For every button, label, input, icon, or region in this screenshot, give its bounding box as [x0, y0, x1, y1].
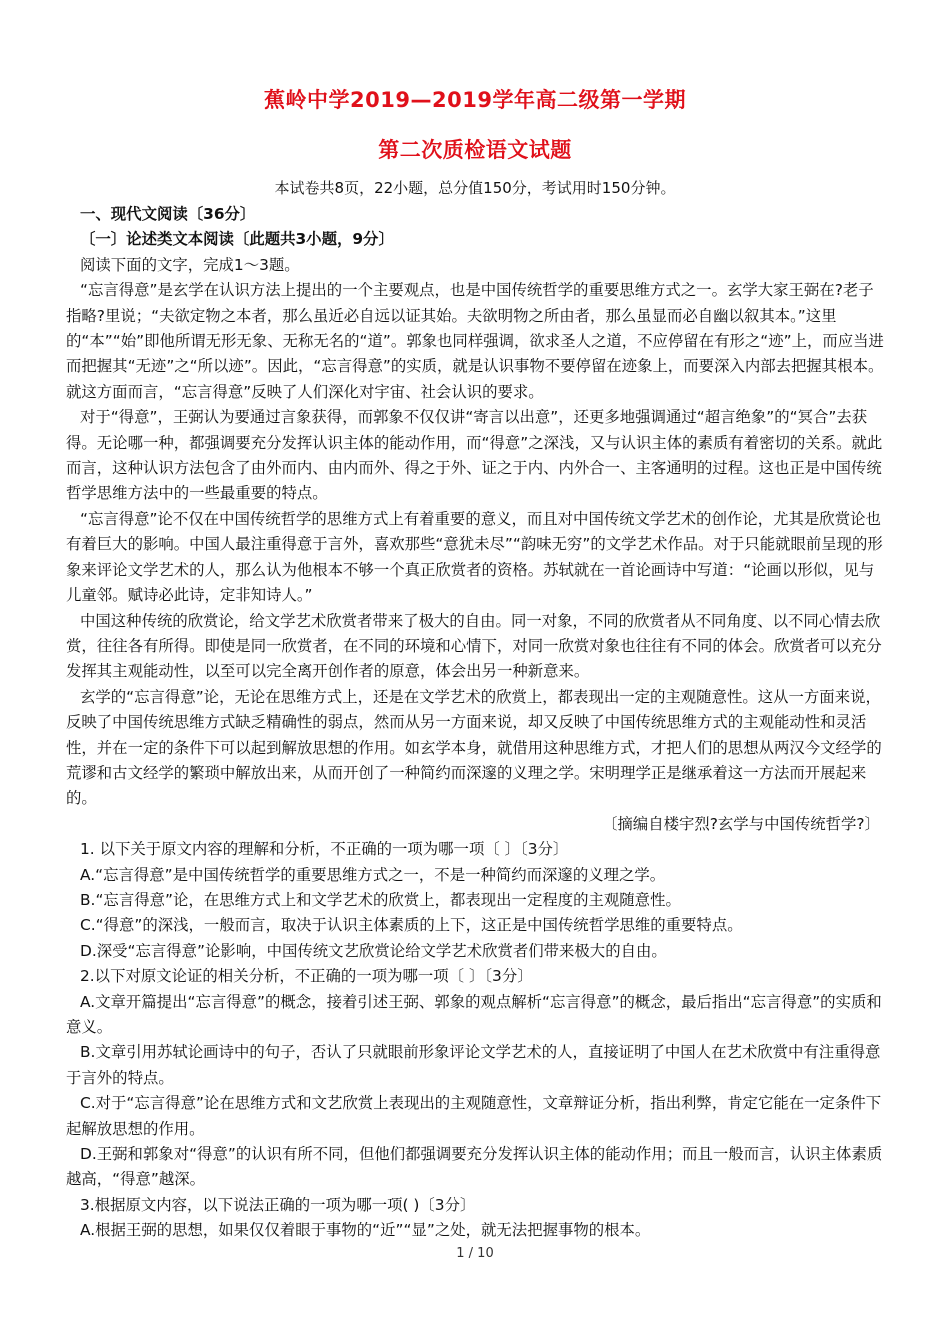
answer-option: A.“忘言得意”是中国传统哲学的重要思维方式之一，不是一种简约而深邃的义理之学。: [80, 865, 666, 884]
passage-paragraph: 对于“得意”，王弼认为要通过言象获得，而郭象不仅仅讲“寄言以出意”，还更多地强调通过“超言绝象”的“冥合”去获得。无论哪一种，都强调要充分发挥认识主体的能动作用，而“得意”之深浅，又与认识主体的素质有着密切的关系。就此而言，这种认识方法包含了由外而内、由内而外、得之于外、证之于内、内外合一、主客通明的过程。这也正是中国传统哲学思维方法中的一些最重要的特点。: [66, 408, 883, 503]
answer-option: B.文章引用苏轼论画诗中的句子，否认了只就眼前形象评论文学艺术的人，直接证明了中国人在艺术欣赏中有注重得意于言外的特点。: [66, 1043, 881, 1087]
answer-option: D.王弼和郭象对“得意”的认识有所不同，但他们都强调要充分发挥认识主体的能动作用；而且一般而言，认识主体素质越高，“得意”越深。: [66, 1145, 883, 1189]
answer-option: C.“得意”的深浅，一般而言，取决于认识主体素质的上下，这正是中国传统哲学思维的重要特点。: [80, 916, 743, 935]
passage-paragraph: 玄学的“忘言得意”论，无论在思维方式上，还是在文学艺术的欣赏上，都表现出一定的主观随意性。这从一方面来说，反映了中国传统思维方式缺乏精确性的弱点，然而从另一方面来说，却又反映了中国传统思维方式的主观能动性和灵活性，并在一定的条件下可以起到解放思想的作用。如玄学本身，就借用这种思维方式，才把人们的思想从两汉今文经学的荒谬和古文经学的繁琐中解放出来，从而开创了一种简约而深邃的义理之学。宋明理学正是继承着这一方法而开展起来的。: [66, 687, 882, 808]
passage-paragraph: “忘言得意”是玄学在认识方法上提出的一个主要观点，也是中国传统哲学的重要思维方式之一。玄学大家王弼在?老子指略?里说；“夫欲定物之本者，那么虽近必自远以证其始。夫欲明物之所由者，那么虽显而必自幽以叙其本。”这里的“本”“始”即他所谓无形无象、无称无名的“道”。郭象也同样强调，欲求圣人之道，不应停留在有形之“迹”上，而应当进而把握其“无迹”之“所以迹”。因此，“忘言得意”的实质，就是认识事物不要停留在迹象上，而要深入内部去把握其根本。就这方面而言，“忘言得意”反映了人们深化对宇宙、社会认识的要求。: [66, 281, 884, 401]
answer-option: D.深受“忘言得意”论影响，中国传统文艺欣赏论给文学艺术欣赏者们带来极大的自由。: [80, 941, 667, 960]
question-stem: 3.根据原文内容，以下说法正确的一项为哪一项( )〔3分〕: [80, 1195, 476, 1214]
passage-source: 〔摘编自楼宇烈?玄学与中国传统哲学?〕: [602, 814, 880, 833]
question-stem: 1. 以下关于原文内容的理解和分析，不正确的一项为哪一项〔 〕〔3分〕: [80, 840, 569, 859]
answer-option: C.对于“忘言得意”论在思维方式和文艺欣赏上表现出的主观随意性，文章辩证分析，指出利弊，肯定它能在一定条件下起解放思想的作用。: [66, 1094, 882, 1138]
section-heading: 一、现代文阅读〔36分〕: [80, 205, 256, 223]
answer-option: A.文章开篇提出“忘言得意”的概念，接着引述王弼、郭象的观点解析“忘言得意”的概念，最后指出“忘言得意”的实质和意义。: [66, 992, 882, 1036]
reading-instruction: 阅读下面的文字，完成1～3题。: [80, 255, 300, 274]
exam-info: 本试卷共8页，22小题，总分值150分，考试用时150分钟。: [274, 179, 676, 197]
answer-option: A.根据王弼的思想，如果仅仅着眼于事物的“近”“显”之处，就无法把握事物的根本。: [80, 1221, 651, 1240]
section-subheading: 〔一〕论述类文本阅读〔此题共3小题，9分〕: [80, 230, 394, 249]
passage-paragraph: 中国这种传统的欣赏论，给文学艺术欣赏者带来了极大的自由。同一对象，不同的欣赏者从不同角度、以不同心情去欣赏，往往各有所得。即使是同一欣赏者，在不同的环境和心情下，对同一欣赏对象也往往有不同的体会。欣赏者可以充分发挥其主观能动性，以至可以完全离开创作者的原意，体会出另一种新意来。: [66, 611, 882, 681]
answer-option: B.“忘言得意”论，在思维方式上和文学艺术的欣赏上，都表现出一定程度的主观随意性。: [80, 890, 681, 909]
exam-title: 蕉岭中学2019—2019学年高二级第一学期: [264, 88, 686, 112]
passage-paragraph: “忘言得意”论不仅在中国传统哲学的思维方式上有着重要的意义，而且对中国传统文学艺术的创作论，尤其是欣赏论也有着巨大的影响。中国人最注重得意于言外，喜欢那些“意犹未尽”“韵味无穷”的文学艺术作品。对于只能就眼前呈现的形象来评论文学艺术的人，那么认为他根本不够一个真正欣赏者的资格。苏轼就在一首论画诗中写道：“论画以形似，见与儿童邻。赋诗必此诗，定非知诗人。”: [66, 509, 883, 605]
exam-content: [66, 202, 886, 1244]
exam-subtitle: 第二次质检语文试题: [378, 138, 572, 162]
page-number: 1 / 10: [456, 1246, 494, 1261]
question-stem: 2.以下对原文论证的相关分析，不正确的一项为哪一项〔 〕〔3分〕: [80, 967, 533, 986]
